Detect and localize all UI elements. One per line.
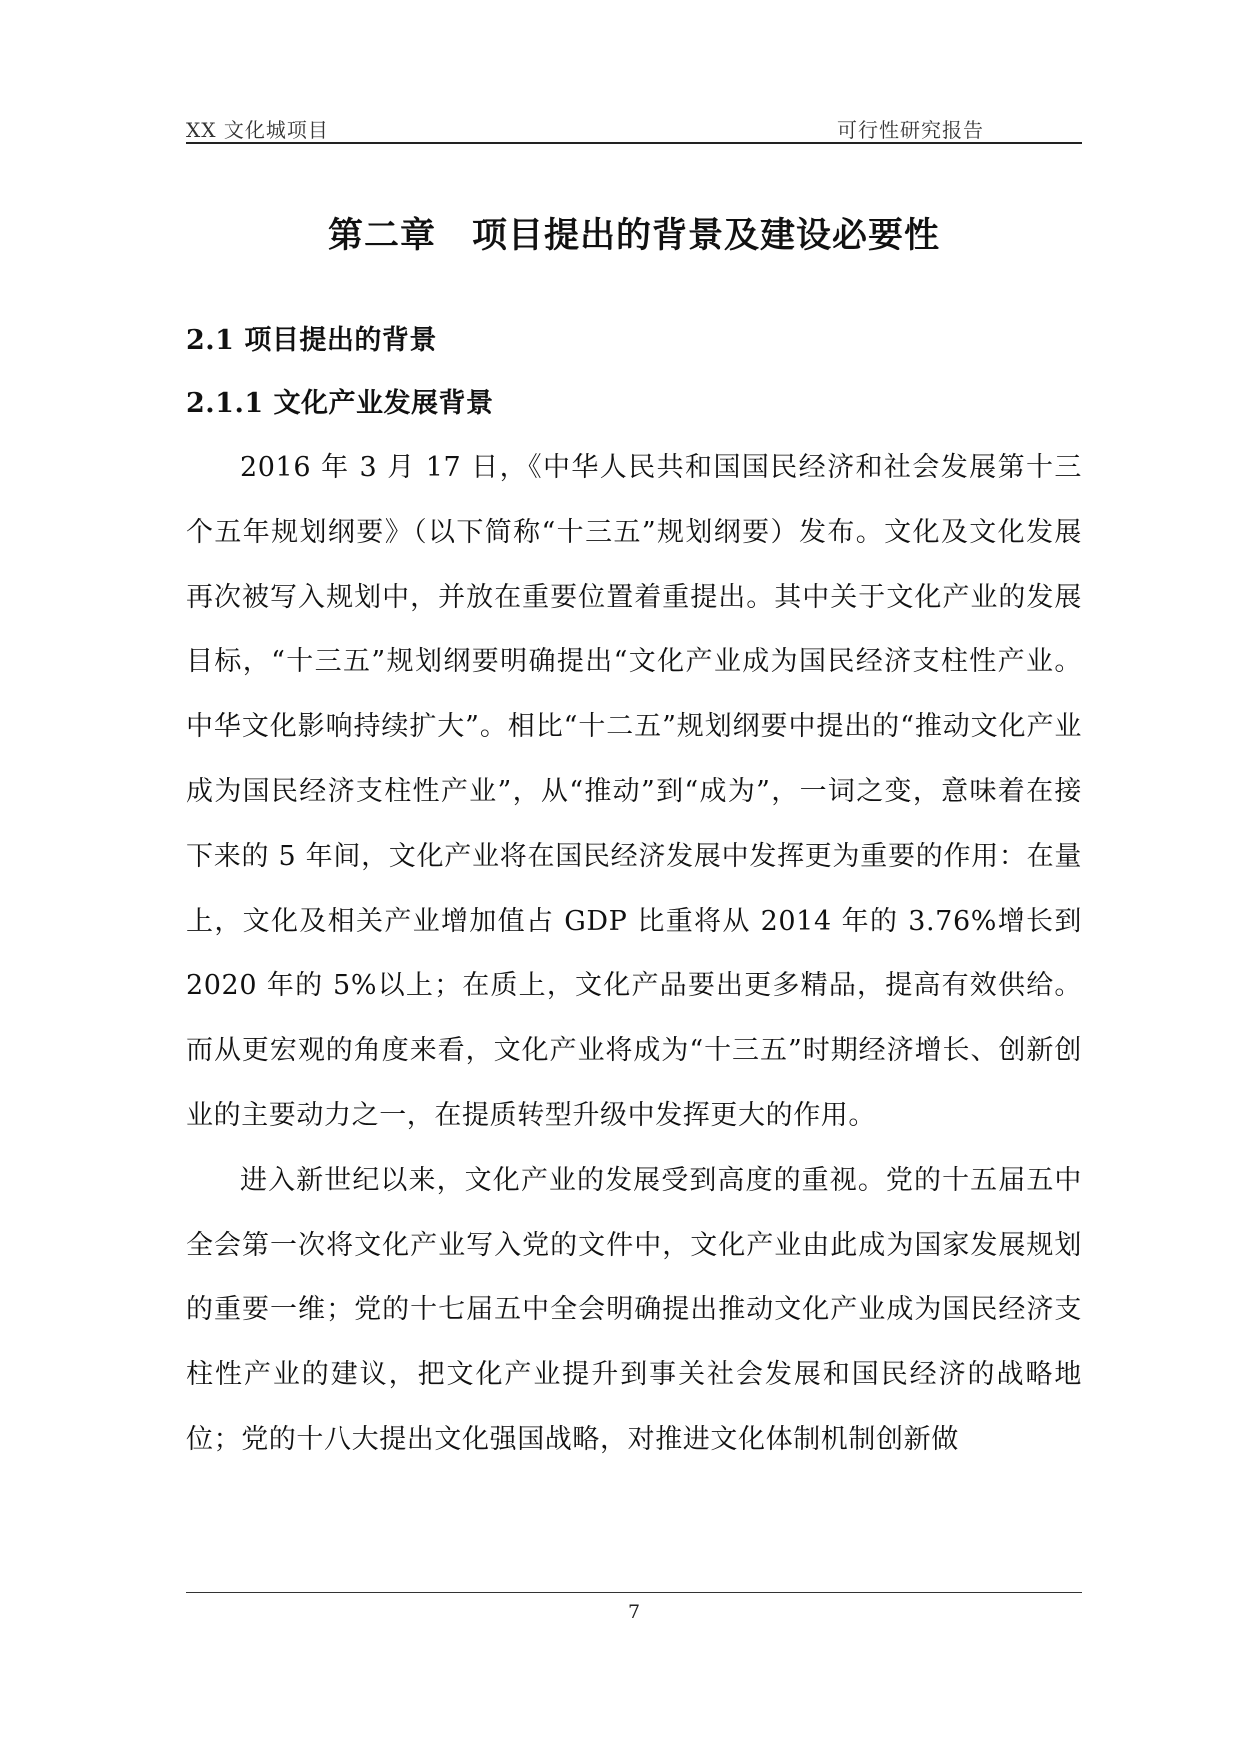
section-heading-2-1-1: 2.1.1 文化产业发展背景 (186, 388, 494, 419)
section-heading-2-1: 2.1 项目提出的背景 (186, 325, 437, 356)
chapter-title: 第二章 项目提出的背景及建设必要性 (327, 215, 940, 256)
paragraph: 进入新世纪以来，文化产业的发展受到高度的重视。党的十五届五中全会第一次将文化产业写入党的文件中，文化产业由此成为国家发展规划的重要一维；党的十七届五中全会明确提出推动文化产业成为国民经济支柱性产业的建议，把文化产业提升到事关社会发展和国民经济的战略地位；党的十八大提出文化强国战略，对推进文化体制机制创新做 (186, 1164, 1082, 1455)
header-project-name: XX 文化城项目 (186, 118, 329, 142)
body-text (186, 436, 1082, 1473)
page-number: 7 (627, 1601, 641, 1623)
paragraph: 2016 年 3 月 17 日，《中华人民共和国国民经济和社会发展第十三个五年规划纲要》（以下简称“十三五”规划纲要）发布。文化及文化发展再次被写入规划中，并放在重要位置着重提出。其中关于文化产业的发展目标，“十三五”规划纲要明确提出“文化产业成为国民经济支柱性产业。中华文化影响持续扩大”。相比“十二五”规划纲要中提出的“推动文化产业成为国民经济支柱性产业”，从“推动”到“成为”，一词之变，意味着在接下来的 5 年间，文化产业将在国民经济发展中发挥更为重要的作用：在量上，文化及相关产业增加值占 GDP 比重将从 2014 年的 3.76%增长到 2020 年的 5%以上；在质上，文化产品要出更多精品，提高有效供给。而从更宏观的角度来看，文化产业将成为“十三五”时期经济增长、创新创业的主要动力之一，在提质转型升级中发挥更大的作用。 (186, 452, 1082, 1131)
running-header (186, 112, 1082, 144)
header-report-type: 可行性研究报告 (837, 118, 984, 142)
footer-divider (186, 1592, 1082, 1593)
